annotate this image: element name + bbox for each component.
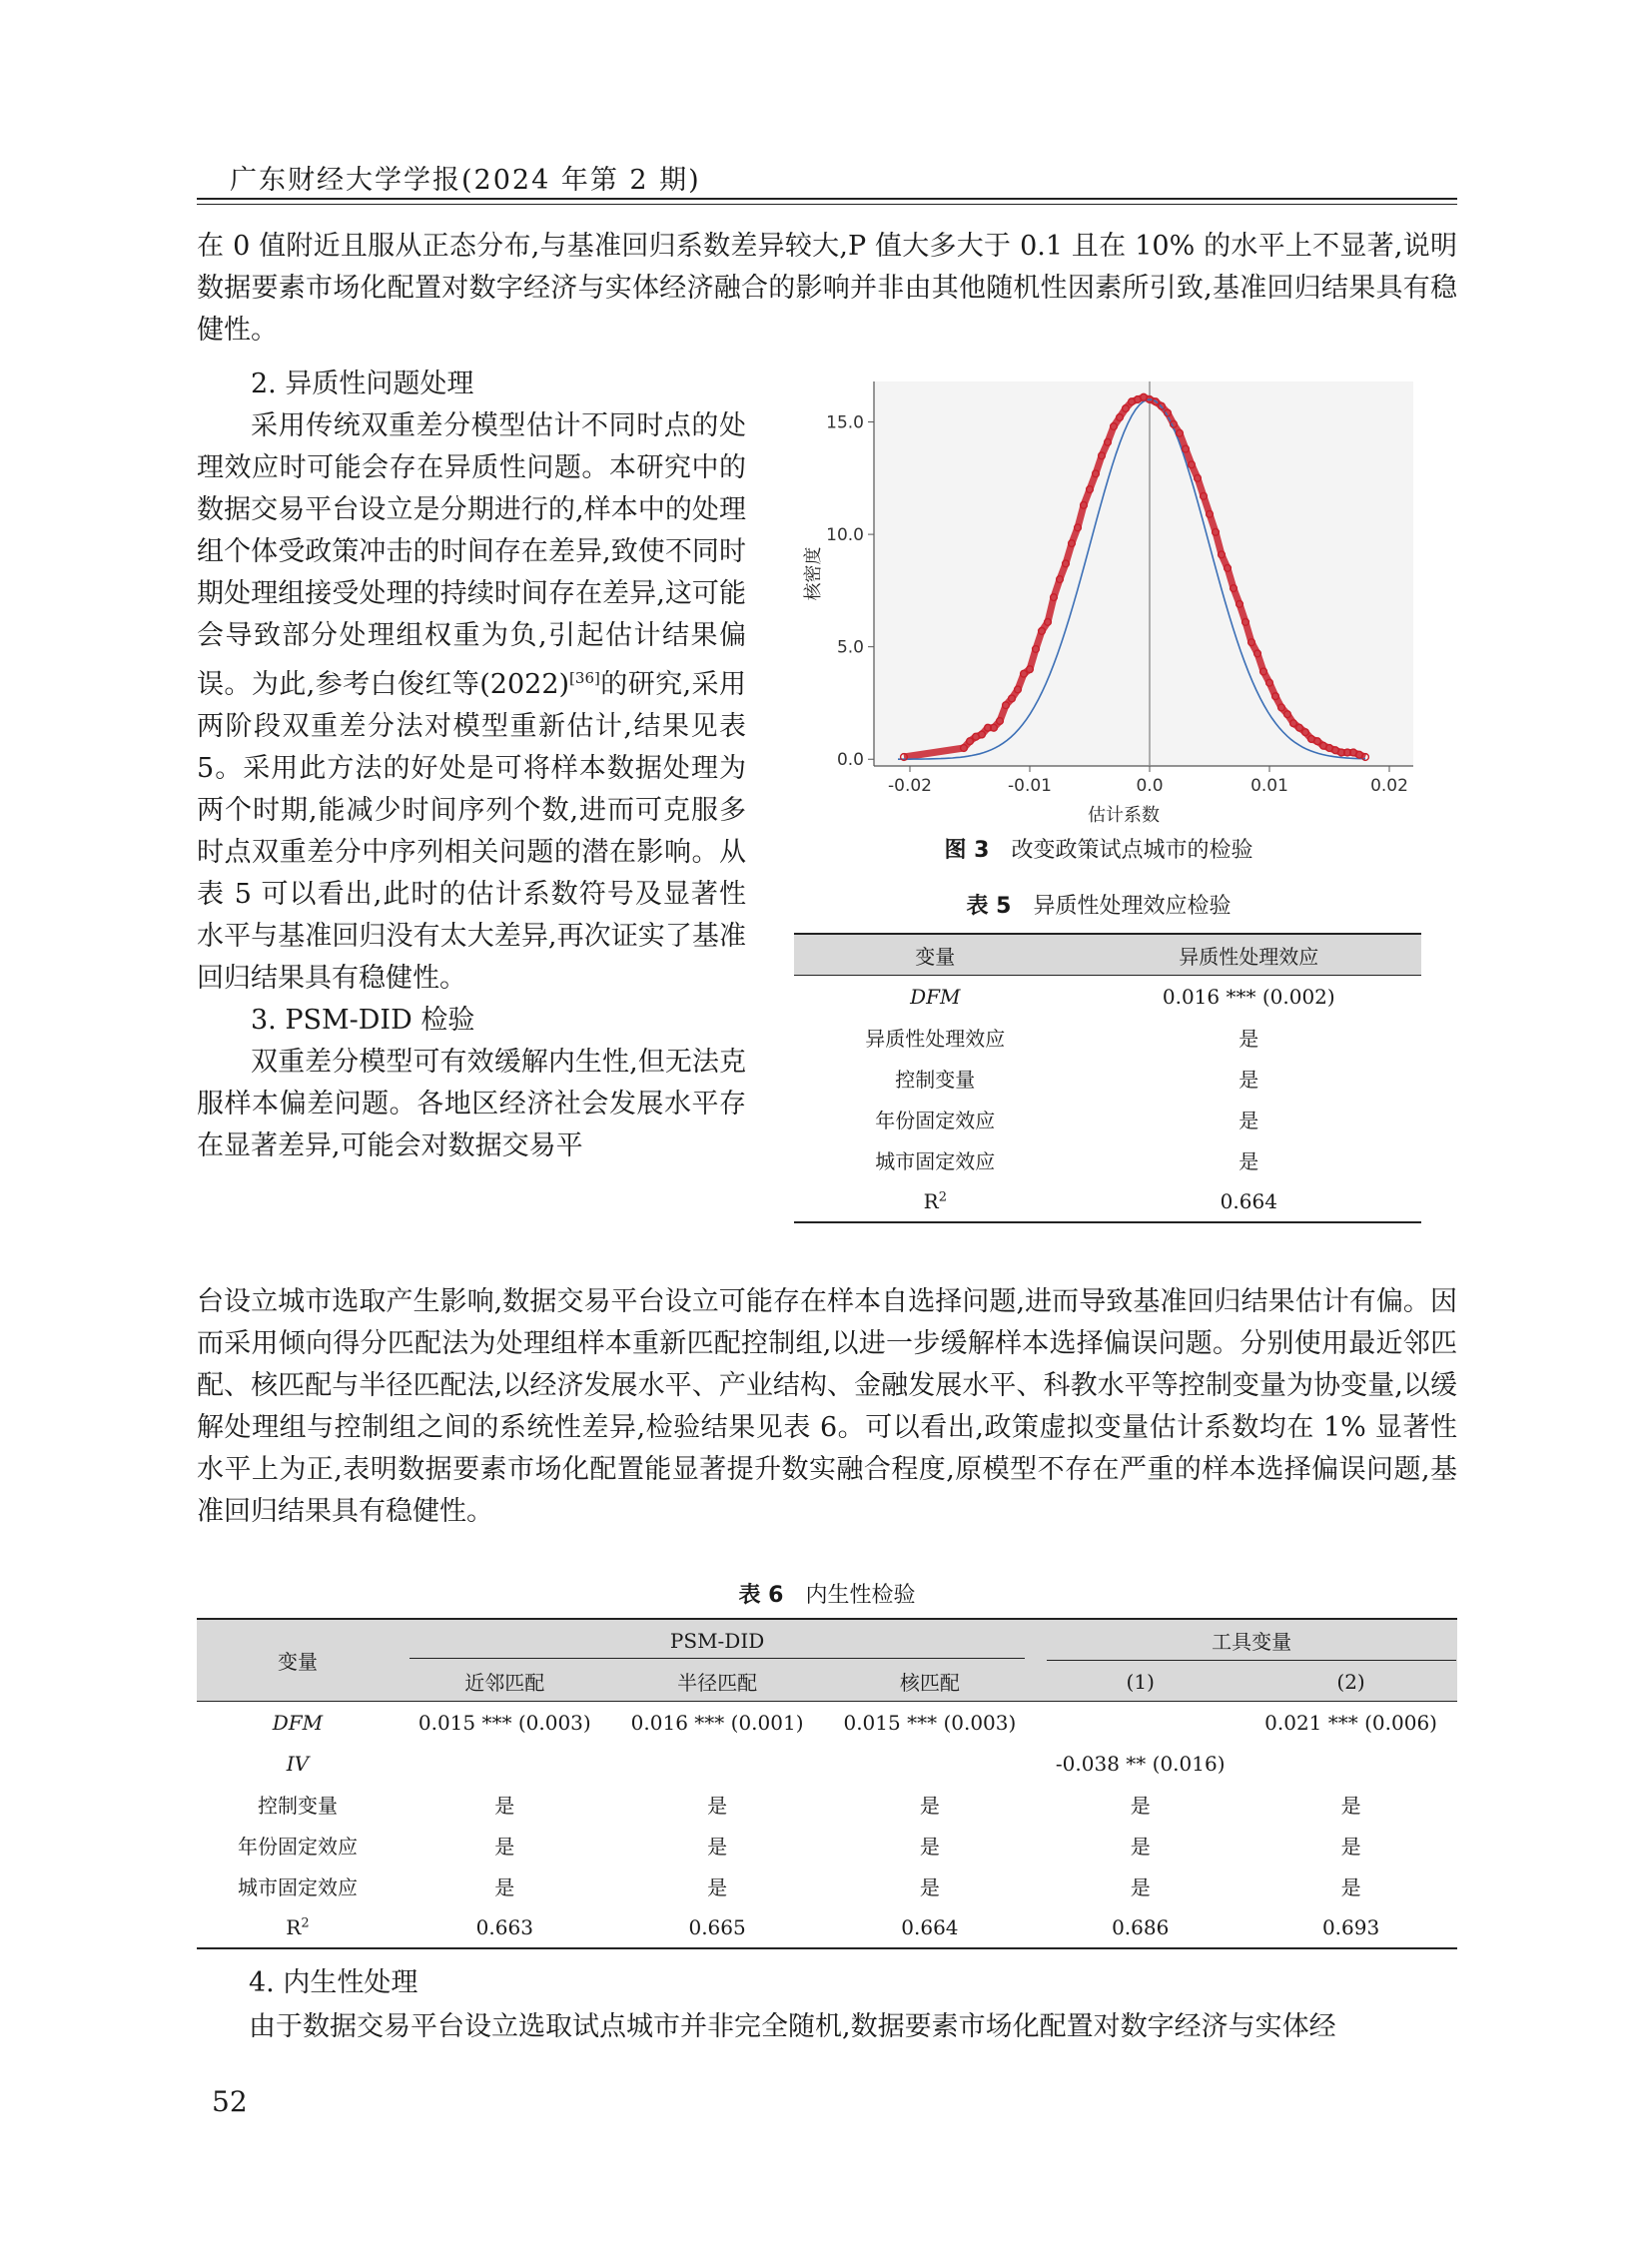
table-row — [794, 1139, 1421, 1180]
table-cell-value: 是 — [919, 1794, 940, 1818]
table-cell-var: 异质性处理效应 — [865, 1027, 1006, 1051]
table-cell-value: 0.021 *** (0.006) — [1244, 1702, 1457, 1744]
table-cell-value: -0.038 ** (0.016) — [1055, 1751, 1226, 1776]
table-cell-var: IV — [286, 1751, 310, 1776]
table-group-label: 工具变量 — [1047, 1621, 1456, 1661]
table-cell-value: 是 — [1130, 1794, 1151, 1818]
table-cell-value: 0.663 — [399, 1906, 611, 1948]
x-axis-label: 估计系数 — [1088, 805, 1160, 826]
table-header-cell: (2) — [1244, 1662, 1457, 1702]
table-header-cell: 变量 — [197, 1619, 399, 1702]
journal-header: 广东财经大学学报(2024 年第 2 期) — [230, 165, 701, 196]
kernel-density-chart — [779, 372, 1418, 831]
table-cell-var — [197, 1906, 399, 1948]
table-cell-value: 是 — [919, 1835, 940, 1859]
table-header-cell: 异质性处理效应 — [1077, 934, 1421, 976]
section-3-body-start: 双重差分模型可有效缓解内生性,但无法克服样本偏差问题。各地区经济社会发展水平存在显著差异,可能会对数据交易平 — [197, 1047, 746, 1161]
paragraph-text: 台设立城市选取产生影响,数据交易平台设立可能存在样本自选择问题,进而导致基准回归结果估计有偏。因而采用倾向得分匹配法为处理组样本重新匹配控制组,以进一步缓解样本选择偏误问题。分别使用最近邻匹配、核匹配与半径匹配法,以经济发展水平、产业结构、金融发展水平、科教水平等控制变量为协变量,以缓解处理组与控制组之间的系统性差异,检验结果见表 6。可以看出,政策虚拟变量估计系数均在 1% 显著性水平上为正,表明数据要素市场化配置能显著提升数实融合程度,原模型不存在严重的样本选择偏误问题,基准回归结果具有稳健性。 — [197, 1286, 1457, 1527]
paragraph-continued — [197, 226, 1457, 352]
table-header-group — [1036, 1619, 1457, 1662]
table-5-caption-text: 异质性处理效应检验 — [1033, 894, 1232, 919]
table-cell-value: 是 — [707, 1875, 728, 1899]
x-tick-label: -0.02 — [888, 776, 932, 796]
table-cell-value: 0.686 — [1036, 1906, 1244, 1948]
section-heading-4: 4. 内生性处理 — [249, 1967, 418, 1998]
table-cell-value: 是 — [494, 1875, 515, 1899]
header-rule-thin — [197, 204, 1457, 205]
table-cell-value — [1244, 1743, 1457, 1784]
section-heading-2: 2. 异质性问题处理 — [251, 369, 474, 399]
table-row — [794, 1058, 1421, 1099]
table-cell-value: 是 — [1239, 1109, 1259, 1132]
page-number: 52 — [212, 2085, 248, 2118]
table-row — [197, 1702, 1457, 1744]
table-cell-value: 是 — [1130, 1835, 1151, 1859]
figure-label: 图 3 — [944, 838, 990, 863]
x-tick-label: 0.01 — [1250, 776, 1288, 796]
table-header-cell: 近邻匹配 — [399, 1662, 611, 1702]
table-6-caption — [197, 1578, 1457, 1609]
figure-3 — [779, 372, 1418, 831]
table-row — [197, 1743, 1457, 1784]
table-5-label: 表 5 — [966, 894, 1012, 919]
table-cell-value: 是 — [494, 1794, 515, 1818]
left-column — [197, 364, 746, 1167]
y-tick-label: 10.0 — [826, 525, 864, 546]
table-6 — [197, 1618, 1457, 1949]
table-cell-value: 是 — [1239, 1068, 1259, 1092]
header-rule — [197, 198, 1457, 200]
table-row — [794, 1099, 1421, 1139]
plot-background — [874, 381, 1413, 766]
table-cell-value: 0.016 *** (0.002) — [1162, 984, 1335, 1009]
table-row — [197, 1825, 1457, 1866]
table-cell-value — [399, 1743, 611, 1784]
section-2-body — [197, 405, 746, 1000]
section-heading-3: 3. PSM-DID 检验 — [251, 1005, 475, 1036]
table-5 — [794, 933, 1421, 1223]
table-cell-value: 是 — [1340, 1794, 1361, 1818]
y-tick-label: 5.0 — [836, 637, 864, 658]
table-cell-value: 是 — [707, 1835, 728, 1859]
figure-caption — [779, 833, 1418, 864]
table-cell-value: 是 — [707, 1794, 728, 1818]
r-squared-label: R — [286, 1914, 302, 1939]
section-2-body-a: 采用传统双重差分模型估计不同时点的处理效应时可能会存在异质性问题。本研究中的数据交易平台设立是分期进行的,样本中的处理组个体受政策冲击的时间存在差异,致使不同时期处理组接受处理的持续时间存在差异,这可能会导致部分处理组权重为负,引起估计结果偏误。为此,参考白俊红等(2022) — [197, 410, 746, 700]
table-cell-value: 0.015 *** (0.003) — [399, 1702, 611, 1744]
table-cell-var: DFM — [197, 1702, 399, 1744]
table-6-caption-text: 内生性检验 — [805, 1583, 916, 1608]
superscript: 2 — [938, 1188, 947, 1204]
table-cell-value: 是 — [1340, 1875, 1361, 1899]
table-cell-var: 城市固定效应 — [237, 1875, 358, 1899]
table-cell-value — [1036, 1702, 1244, 1744]
table-cell-var: 年份固定效应 — [875, 1109, 996, 1132]
table-cell-var: 控制变量 — [895, 1068, 976, 1092]
table-cell-var: 城市固定效应 — [875, 1149, 996, 1173]
table-row — [197, 1784, 1457, 1825]
y-tick-label: 0.0 — [836, 750, 864, 771]
table-cell-value: 0.664 — [1077, 1180, 1421, 1222]
table-header-group — [399, 1619, 1036, 1662]
table-cell-value: 是 — [919, 1875, 940, 1899]
table-cell-value: 是 — [494, 1835, 515, 1859]
table-header-cell: 核匹配 — [824, 1662, 1037, 1702]
table-header-cell: 变量 — [794, 934, 1077, 976]
table-cell-var: 年份固定效应 — [237, 1835, 358, 1859]
table-cell-value: 是 — [1239, 1149, 1259, 1173]
table-cell-value: 0.693 — [1244, 1906, 1457, 1948]
section-2-body-b: 的研究,采用两阶段双重差分法对模型重新估计,结果见表 5。采用此方法的好处是可将样本数据处理为两个时期,能减少时间序列个数,进而可克服多时点双重差分中序列相关问题的潜在影响。从表 5 可以看出,此时的估计系数符号及显著性水平与基准回归没有太大差异,再次证实了基准回归结果具有稳健性。 — [197, 669, 746, 994]
table-cell-value — [611, 1743, 824, 1784]
x-tick-label: 0.02 — [1370, 776, 1408, 796]
paragraph-text: 在 0 值附近且服从正态分布,与基准回归系数差异较大,P 值大多大于 0.1 且在 10% 的水平上不显著,说明数据要素市场化配置对数字经济与实体经济融合的影响并非由其他随机性因素所引致,基准回归结果具有稳健性。 — [197, 231, 1457, 346]
section-4-body: 由于数据交易平台设立选取试点城市并非完全随机,数据要素市场化配置对数字经济与实体经 — [249, 2011, 1336, 2042]
table-cell-value: 是 — [1130, 1875, 1151, 1899]
table-cell-value: 是 — [1340, 1835, 1361, 1859]
section-3-body-continued — [197, 1281, 1457, 1533]
table-cell-value — [824, 1743, 1037, 1784]
table-cell-var: 控制变量 — [257, 1794, 338, 1818]
table-cell-value: 0.015 *** (0.003) — [824, 1702, 1037, 1744]
citation-ref: [36] — [569, 669, 600, 687]
table-row — [794, 1180, 1421, 1222]
table-6-header-top — [197, 1619, 1457, 1662]
table-cell-var — [794, 1180, 1077, 1222]
table-cell-var: DFM — [910, 984, 961, 1009]
table-row — [197, 1906, 1457, 1948]
table-group-label: PSM-DID — [410, 1624, 1025, 1659]
table-row — [197, 1866, 1457, 1906]
r-squared-label: R — [923, 1188, 939, 1213]
table-cell-value: 0.016 *** (0.001) — [611, 1702, 824, 1744]
y-axis-label: 核密度 — [803, 546, 824, 601]
figure-caption-text: 改变政策试点城市的检验 — [1011, 838, 1253, 863]
superscript: 2 — [301, 1914, 310, 1930]
table-6-label: 表 6 — [738, 1583, 784, 1608]
table-row — [794, 976, 1421, 1018]
x-tick-label: -0.01 — [1008, 776, 1052, 796]
table-cell-value: 0.664 — [824, 1906, 1037, 1948]
table-cell-value: 是 — [1239, 1027, 1259, 1051]
table-row — [794, 1017, 1421, 1058]
table-header-cell: (1) — [1036, 1662, 1244, 1702]
table-header-cell: 半径匹配 — [611, 1662, 824, 1702]
y-tick-label: 15.0 — [826, 412, 864, 433]
table-cell-value: 0.665 — [611, 1906, 824, 1948]
table-5-header — [794, 934, 1421, 976]
table-5-caption — [779, 889, 1418, 920]
x-tick-label: 0.0 — [1136, 776, 1164, 796]
